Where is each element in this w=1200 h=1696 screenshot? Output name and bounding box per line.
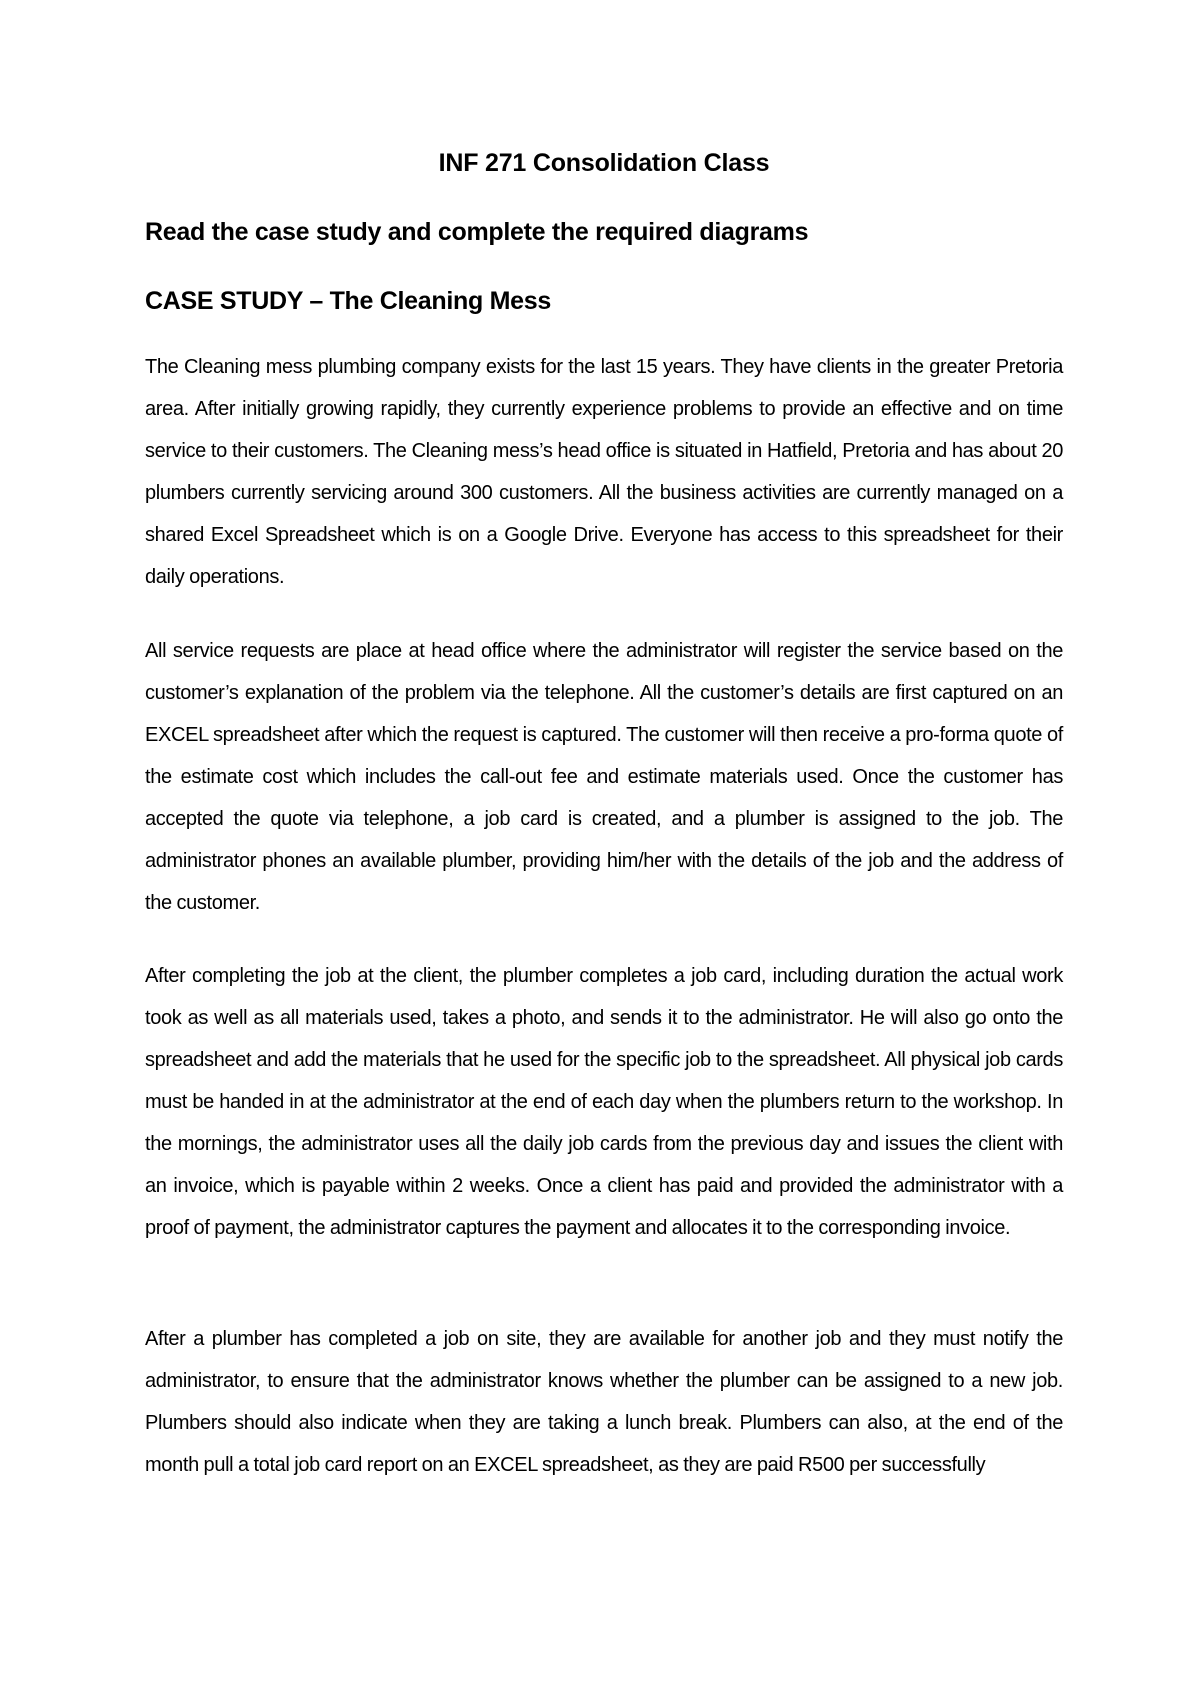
paragraph-plumber-availability: After a plumber has completed a job on site, they are available for another job and they must notify the administrator, to ensure that the administrator knows whether the plumber can be assigned to a new job. Plumbers should also indicate when they are taking a lunch break. Plumbers can also, at the end of the month pull a total job card report on an EXCEL spreadsheet, as they are paid R500 per successfully: [145, 1328, 1063, 1476]
case-study-heading: CASE STUDY – The Cleaning Mess: [145, 287, 551, 315]
instruction-heading: Read the case study and complete the required diagrams: [145, 218, 809, 246]
paragraph-company-overview: The Cleaning mess plumbing company exists for the last 15 years. They have clients in the greater Pretoria area. After initially growing rapidly, they currently experience problems to provide an effective and on time service to their customers. The Cleaning mess’s head office is situated in Hatfield, Pretoria and has about 20 plumbers currently servicing around 300 customers. All the business activities are currently managed on a shared Excel Spreadsheet which is on a Google Drive. Everyone has access to this spreadsheet for their daily operations.: [145, 356, 1063, 588]
paragraph-job-completion: After completing the job at the client, the plumber completes a job card, including duration the actual work took as well as all materials used, takes a photo, and sends it to the administrator. He will also go onto the spreadsheet and add the materials that he used for the specific job to the spreadsheet. All physical job cards must be handed in at the administrator at the end of each day when the plumbers return to the workshop. In the mornings, the administrator uses all the daily job cards from the previous day and issues the client with an invoice, which is payable within 2 weeks. Once a client has paid and provided the administrator with a proof of payment, the administrator captures the payment and allocates it to the corresponding invoice.: [145, 965, 1063, 1239]
document-title: INF 271 Consolidation Class: [438, 149, 770, 177]
paragraph-service-requests: All service requests are place at head office where the administrator will register the service based on the customer’s explanation of the problem via the telephone. All the customer’s details are first captured on an EXCEL spreadsheet after which the request is captured. The customer will then receive a pro-forma quote of the estimate cost which includes the call-out fee and estimate materials used. Once the customer has accepted the quote via telephone, a job card is created, and a plumber is assigned to the job. The administrator phones an available plumber, providing him/her with the details of the job and the address of the customer.: [145, 640, 1063, 914]
